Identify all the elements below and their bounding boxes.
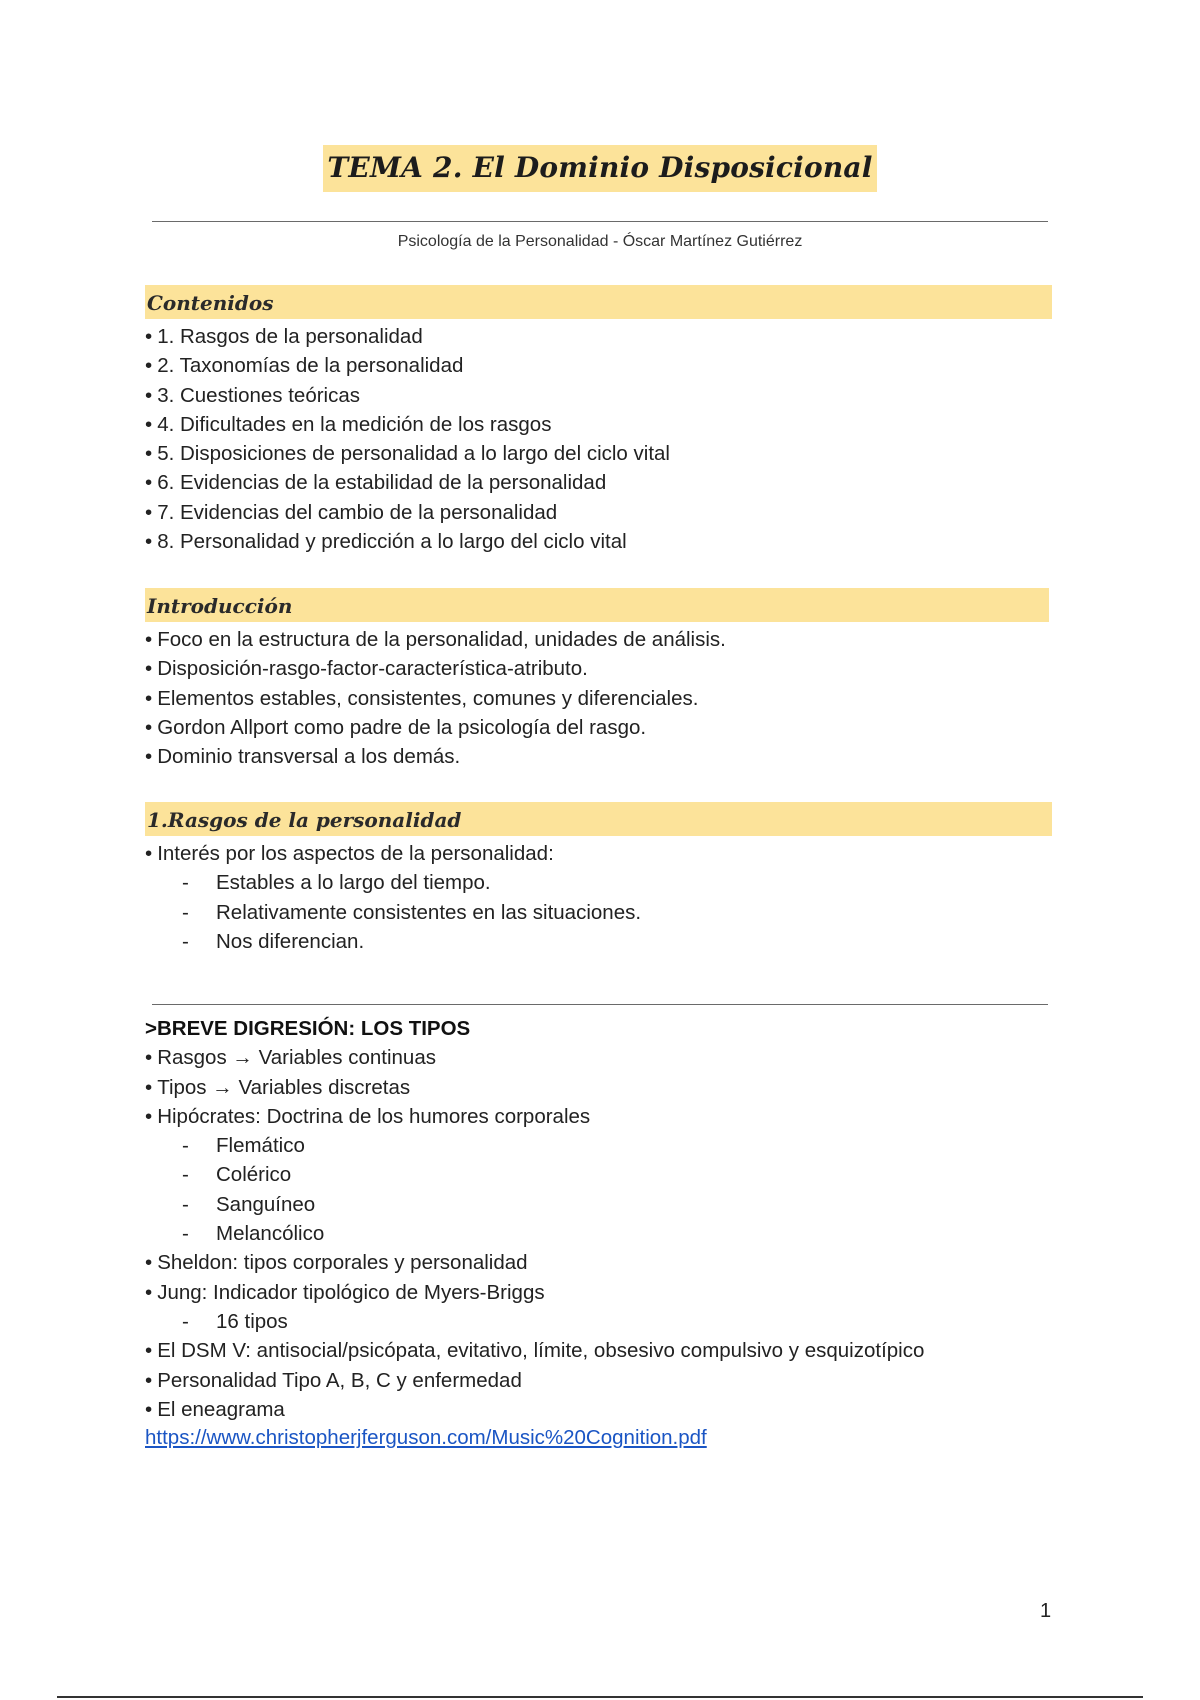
list-subitem-text: Relativamente consistentes en las situaciones. [216,900,642,924]
list-item: • 6. Evidencias de la estabilidad de la personalidad [145,468,670,497]
list-item: • Sheldon: tipos corporales y personalidad [145,1248,924,1277]
introduccion-list [145,625,726,771]
section-heading-label: Introducción [147,594,293,618]
list-item: • Elementos estables, consistentes, comunes y diferenciales. [145,684,726,713]
list-item: • Rasgos → Variables continuas [145,1043,924,1072]
digresion-heading: >BREVE DIGRESIÓN: LOS TIPOS [145,1017,471,1040]
list-subitem-text: Nos diferencian. [216,929,365,953]
list-subitem: - Sanguíneo [182,1192,316,1216]
list-item: • Foco en la estructura de la personalidad, unidades de análisis. [145,625,726,654]
reference-link[interactable]: https://www.christopherjferguson.com/Music%20Cognition.pdf [145,1426,707,1449]
list-subitem-text: Sanguíneo [216,1192,316,1216]
list-subitem: - Melancólico [182,1222,325,1246]
list-item: • Hipócrates: Doctrina de los humores corporales [145,1102,924,1131]
contenidos-list [145,322,670,556]
list-item: • Tipos → Variables discretas [145,1073,924,1102]
list-item: • El DSM V: antisocial/psicópata, evitativo, límite, obsesivo compulsivo y esquizotípico [145,1336,924,1365]
list-subitem-text: 16 tipos [216,1309,288,1333]
title-wrapper [0,145,1200,192]
list-item: • Dominio transversal a los demás. [145,742,726,771]
section-divider [152,1004,1048,1005]
section-heading-contenidos [145,285,1052,319]
list-item: • 4. Dificultades en la medición de los rasgos [145,410,670,439]
page-bottom-border [57,1696,1143,1698]
list-item: • El eneagrama [145,1395,924,1424]
document-subtitle: Psicología de la Personalidad - Óscar Martínez Gutiérrez [397,233,803,250]
list-item: • 3. Cuestiones teóricas [145,381,670,410]
list-subitem-text: Melancólico [216,1222,325,1246]
list-item: • 2. Taxonomías de la personalidad [145,351,670,380]
digresion-list [145,1014,924,1424]
list-subitem-text: Estables a lo largo del tiempo. [216,871,491,895]
document-title: TEMA 2. El Dominio Disposicional [323,145,876,192]
list-subitem: - Flemático [182,1134,305,1158]
list-item: • Disposición-rasgo-factor-característica-atributo. [145,654,726,683]
section-heading-introduccion [145,588,1049,622]
section-heading-rasgos [145,802,1052,836]
list-item: • Gordon Allport como padre de la psicología del rasgo. [145,713,726,742]
list-item: • 7. Evidencias del cambio de la personalidad [145,498,670,527]
list-subitem: - Colérico [182,1163,292,1187]
list-item: • Interés por los aspectos de la personalidad: [145,839,641,868]
list-item: • 8. Personalidad y predicción a lo largo del ciclo vital [145,527,670,556]
list-subitem: - Nos diferencian. [182,929,365,953]
list-subitem: - Estables a lo largo del tiempo. [182,871,491,895]
section-heading-label: Contenidos [147,291,274,315]
title-divider [152,221,1048,222]
list-item: • 5. Disposiciones de personalidad a lo largo del ciclo vital [145,439,670,468]
list-subitem: - 16 tipos [182,1309,288,1333]
rasgos-list [145,839,641,956]
section-heading-label: 1.Rasgos de la personalidad [147,808,462,832]
list-subitem-text: Colérico [216,1163,292,1187]
page-number: 1 [1040,1600,1052,1622]
list-subitem: - Relativamente consistentes en las situaciones. [182,900,642,924]
list-item: • 1. Rasgos de la personalidad [145,322,670,351]
list-item: • Jung: Indicador tipológico de Myers-Briggs [145,1278,924,1307]
list-item: • Personalidad Tipo A, B, C y enfermedad [145,1366,924,1395]
list-subitem-text: Flemático [216,1134,305,1158]
